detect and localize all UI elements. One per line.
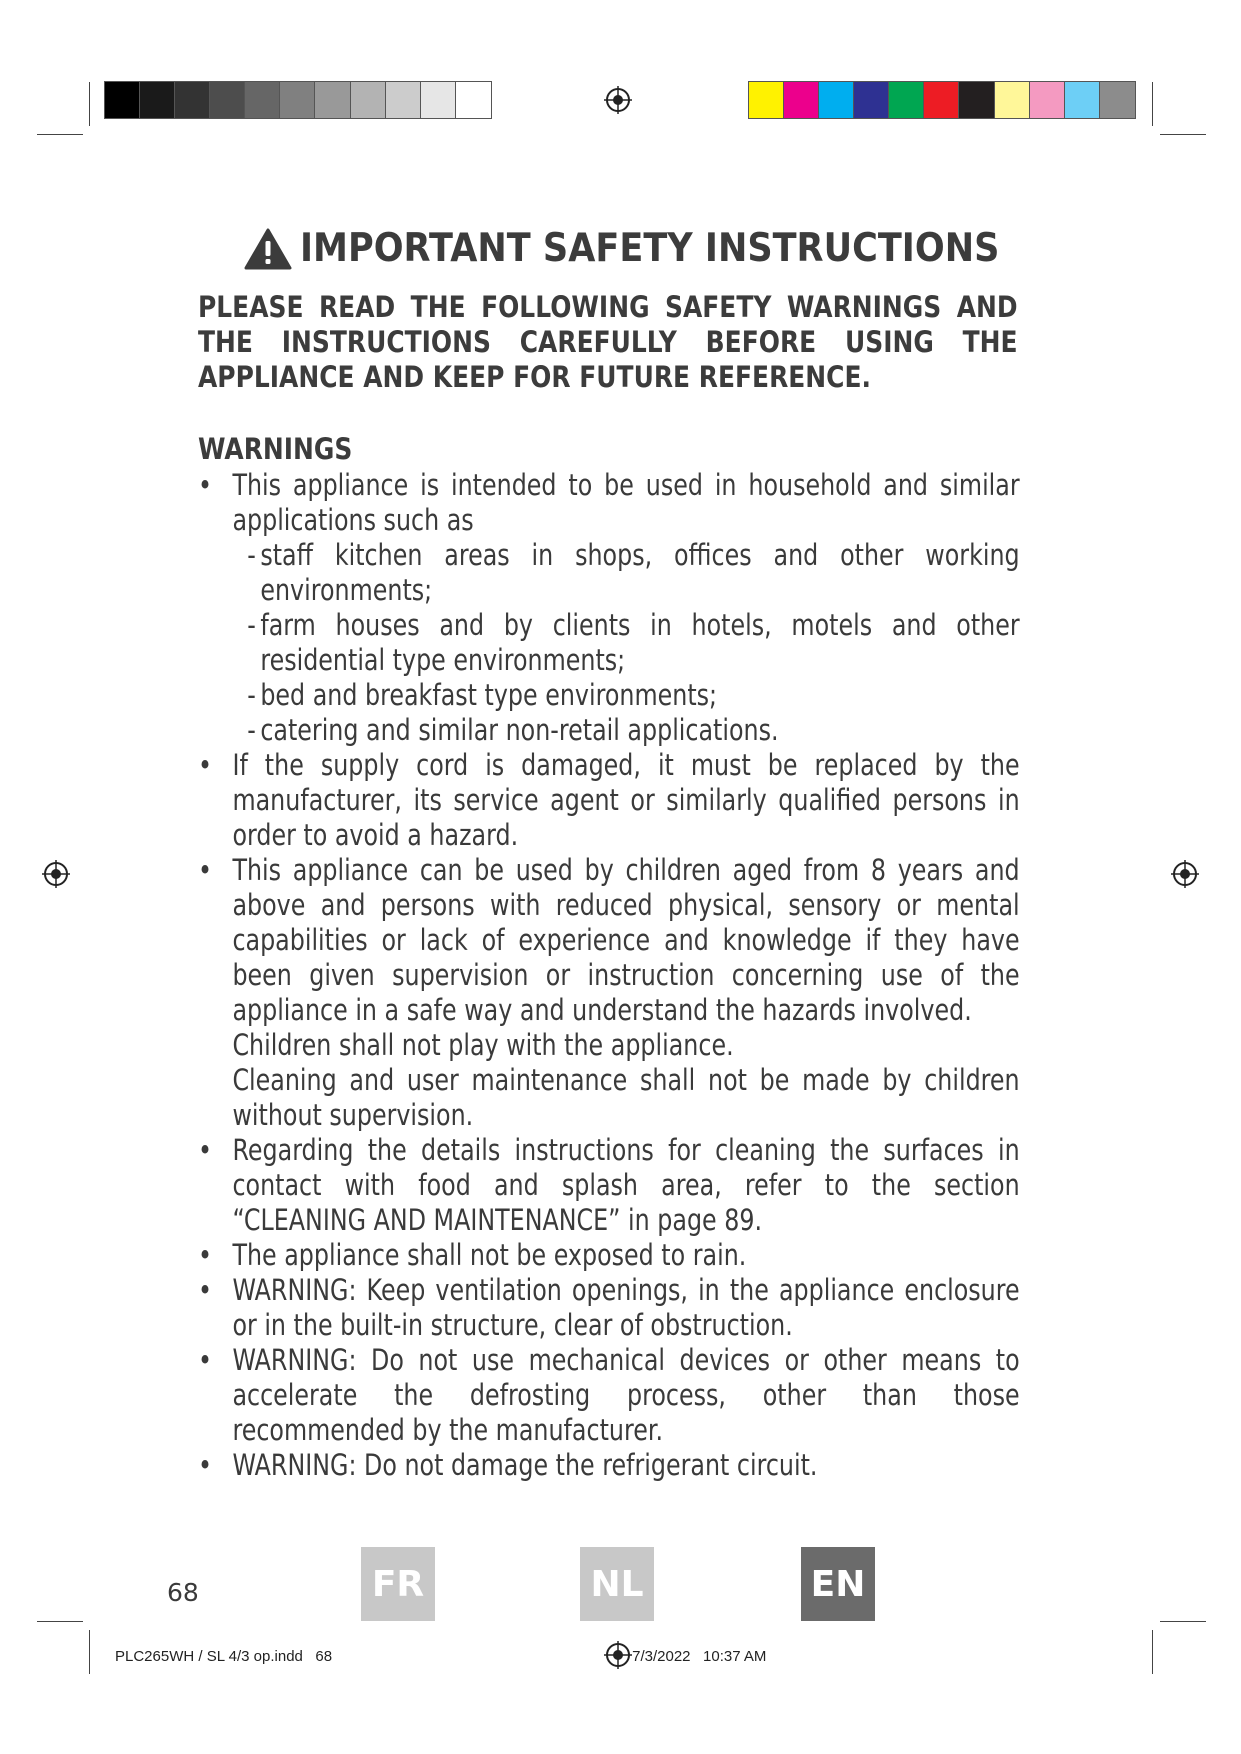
sub-list-item: - staff kitchen areas in shops, offices and other working environments; bbox=[247, 538, 1020, 607]
color-swatch bbox=[749, 82, 784, 118]
registration-mark-icon bbox=[41, 859, 71, 889]
list-item: • WARNING: Do not use mechanical devices or other means to accelerate the defrosting process, other than those recommended by the manufacturer. bbox=[198, 1343, 1020, 1447]
crop-mark bbox=[89, 1630, 90, 1674]
color-swatch bbox=[784, 82, 819, 118]
color-swatch bbox=[280, 82, 315, 118]
bullet-icon: • bbox=[198, 748, 213, 782]
dash-icon: - bbox=[247, 608, 256, 642]
crop-mark bbox=[37, 134, 83, 135]
color-swatch bbox=[995, 82, 1030, 118]
color-swatch bbox=[1065, 82, 1100, 118]
color-swatch bbox=[889, 82, 924, 118]
color-swatch bbox=[105, 82, 140, 118]
color-swatch bbox=[1030, 82, 1065, 118]
dash-icon: - bbox=[247, 538, 256, 572]
color-swatch bbox=[245, 82, 280, 118]
color-swatch bbox=[1100, 82, 1135, 118]
title-text: IMPORTANT SAFETY INSTRUCTIONS bbox=[300, 226, 1000, 271]
color-swatch bbox=[924, 82, 959, 118]
color-swatch bbox=[421, 82, 456, 118]
list-item: • This appliance is intended to be used in household and similar applications such as bbox=[198, 468, 1020, 537]
crop-mark bbox=[1152, 82, 1153, 126]
language-tab-en: EN bbox=[801, 1547, 875, 1621]
process-color-bar bbox=[748, 81, 1136, 119]
list-item: • WARNING: Keep ventilation openings, in the appliance enclosure or in the built-in structure, clear of obstruction. bbox=[198, 1273, 1020, 1342]
color-swatch bbox=[959, 82, 994, 118]
registration-mark-icon bbox=[1170, 859, 1200, 889]
list-item: • WARNING: Do not damage the refrigerant circuit. bbox=[198, 1448, 818, 1482]
crop-mark bbox=[37, 1621, 83, 1622]
bullet-icon: • bbox=[198, 1238, 213, 1272]
color-swatch bbox=[351, 82, 386, 118]
list-item: • If the supply cord is damaged, it must be replaced by the manufacturer, its service agent or similarly qualified persons in order to avoid a hazard. bbox=[198, 748, 1020, 852]
color-swatch bbox=[386, 82, 421, 118]
color-swatch bbox=[175, 82, 210, 118]
crop-mark bbox=[89, 82, 90, 126]
color-swatch bbox=[456, 82, 491, 118]
crop-mark bbox=[1152, 1630, 1153, 1674]
warning-triangle-icon bbox=[244, 228, 292, 270]
list-item: • Regarding the details instructions for cleaning the surfaces in contact with food and splash area, refer to the section “CLEANING AND MAINTENANCE” in page 89. bbox=[198, 1133, 1020, 1237]
gray-color-bar bbox=[104, 81, 492, 119]
bullet-icon: • bbox=[198, 1133, 213, 1167]
bullet-icon: • bbox=[198, 1273, 213, 1307]
warnings-heading: WARNINGS bbox=[198, 432, 353, 466]
print-slug: PLC265WH / SL 4/3 op.indd 68 7/3/2022 10:37 AM bbox=[115, 1648, 767, 1665]
page-title bbox=[244, 226, 1077, 271]
list-item-paragraph: Children shall not play with the appliance. bbox=[232, 1028, 734, 1062]
language-tab-nl: NL bbox=[580, 1547, 654, 1621]
sub-list-item: - bed and breakfast type environments; bbox=[247, 678, 718, 712]
list-item: • This appliance can be used by children aged from 8 years and above and persons with reduced physical, sensory or mental capabilities or lack of experience and knowledge if they have been given supervision or instruction concerning use of the appliance in a safe way and understand the hazards involved. bbox=[198, 853, 1020, 1027]
sub-list-item: - catering and similar non-retail applications. bbox=[247, 713, 779, 747]
dash-icon: - bbox=[247, 678, 256, 712]
sub-list-item: - farm houses and by clients in hotels, motels and other residential type environments; bbox=[247, 608, 1020, 677]
warnings-list bbox=[198, 468, 1020, 1483]
dash-icon: - bbox=[247, 713, 256, 747]
color-swatch bbox=[140, 82, 175, 118]
color-swatch bbox=[210, 82, 245, 118]
language-tab-fr: FR bbox=[361, 1547, 435, 1621]
color-swatch bbox=[315, 82, 350, 118]
list-item: • The appliance shall not be exposed to rain. bbox=[198, 1238, 747, 1272]
registration-mark-icon bbox=[603, 85, 633, 115]
page-number: 68 bbox=[167, 1578, 199, 1607]
color-swatch bbox=[854, 82, 889, 118]
bullet-icon: • bbox=[198, 468, 213, 502]
crop-mark bbox=[1160, 134, 1206, 135]
list-item-paragraph: Cleaning and user maintenance shall not be made by children without supervision. bbox=[232, 1063, 1020, 1132]
color-swatch bbox=[819, 82, 854, 118]
crop-mark bbox=[1160, 1621, 1206, 1622]
bullet-icon: • bbox=[198, 1343, 213, 1377]
intro-text: PLEASE READ THE FOLLOWING SAFETY WARNINGS AND THE INSTRUCTIONS CAREFULLY BEFORE USING THE APPLIANCE AND KEEP FOR FUTURE REFERENCE. bbox=[198, 290, 1018, 394]
intro-paragraph bbox=[198, 290, 1018, 395]
bullet-icon: • bbox=[198, 853, 213, 887]
bullet-icon: • bbox=[198, 1448, 213, 1482]
